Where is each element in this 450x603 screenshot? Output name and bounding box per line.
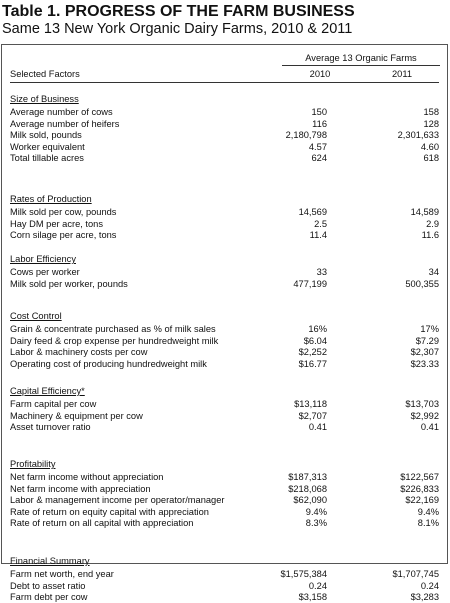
header-rule xyxy=(10,82,439,83)
value-2010: 116 xyxy=(312,118,327,129)
value-2011: $226,833 xyxy=(400,483,439,494)
value-2011: 14,589 xyxy=(410,207,439,217)
value-2011: $23.33 xyxy=(410,358,439,369)
table-row xyxy=(2,506,447,518)
section-heading: Rates of Production xyxy=(10,194,92,204)
value-2011: 11.6 xyxy=(421,230,439,241)
value-2010: $1,575,384 xyxy=(280,569,327,579)
value-2010: $2,707 xyxy=(298,410,327,421)
row-label: Debt to asset ratio xyxy=(10,580,86,591)
value-2011: 0.24 xyxy=(420,580,439,591)
table-row xyxy=(2,218,447,230)
column-header-2010: 2010 xyxy=(309,69,331,79)
table-row xyxy=(2,106,447,118)
table-row xyxy=(2,591,447,603)
section-heading: Labor Efficiency xyxy=(10,254,76,264)
value-2011: $22,169 xyxy=(405,495,439,506)
data-table xyxy=(1,44,448,603)
section-heading: Financial Summary xyxy=(10,556,90,566)
row-label: Grain & concentrate purchased as % of milk sales xyxy=(10,324,216,334)
value-2011: 2,301,633 xyxy=(397,130,439,141)
row-label: Milk sold per worker, pounds xyxy=(10,278,128,289)
value-2010: $62,090 xyxy=(293,495,327,506)
value-2010: $218,068 xyxy=(288,483,327,494)
row-label: Average number of cows xyxy=(10,107,113,117)
value-2011: $2,307 xyxy=(410,347,439,358)
row-label: Farm capital per cow xyxy=(10,399,97,409)
value-2011: 9.4% xyxy=(417,506,439,517)
value-2010: $3,158 xyxy=(298,592,327,603)
value-2010: $187,313 xyxy=(288,472,327,482)
value-2010: $13,118 xyxy=(294,399,327,409)
table-row xyxy=(2,229,447,241)
table-row xyxy=(2,278,447,290)
table-row xyxy=(2,141,447,153)
value-2011: 0.41 xyxy=(420,422,439,433)
value-2010: 16% xyxy=(308,324,327,334)
value-2010: 11.4 xyxy=(309,230,327,241)
column-header-2011: 2011 xyxy=(392,69,412,79)
section-heading: Profitability xyxy=(10,459,56,469)
value-2010: 9.4% xyxy=(305,506,327,517)
row-label: Asset turnover ratio xyxy=(10,422,91,433)
row-label: Average number of heifers xyxy=(10,118,120,129)
table-row xyxy=(2,568,447,580)
table-row xyxy=(2,483,447,495)
value-2010: $6.04 xyxy=(303,335,327,346)
table-row xyxy=(2,206,447,218)
row-label: Total tillable acres xyxy=(10,153,84,164)
value-2010: 8.3% xyxy=(305,518,327,529)
row-label: Hay DM per acre, tons xyxy=(10,218,104,229)
value-2011: 158 xyxy=(423,107,439,117)
row-label: Labor & management income per operator/manager xyxy=(10,495,225,506)
row-label: Net farm income with appreciation xyxy=(10,483,151,494)
value-2011: 4.60 xyxy=(420,141,439,152)
row-label: Labor & machinery costs per cow xyxy=(10,347,148,358)
value-2010: 2,180,798 xyxy=(285,130,327,141)
section-heading: Cost Control xyxy=(10,311,62,321)
row-label: Farm net worth, end year xyxy=(10,569,114,579)
table-row xyxy=(2,346,447,358)
value-2010: 33 xyxy=(316,267,327,277)
table-title: Table 1. PROGRESS OF THE FARM BUSINESS xyxy=(2,3,355,20)
value-2011: $1,707,745 xyxy=(392,569,439,579)
column-header-selected-factors: Selected Factors xyxy=(10,69,80,79)
table-row xyxy=(2,266,447,278)
table-row xyxy=(2,358,447,370)
group-header: Average 13 Organic Farms xyxy=(282,53,440,66)
value-2011: $3,283 xyxy=(410,592,439,603)
row-label: Rate of return on equity capital with appreciation xyxy=(10,506,209,517)
row-label: Operating cost of producing hundredweight milk xyxy=(10,358,207,369)
table-row xyxy=(2,335,447,347)
table-row xyxy=(2,410,447,422)
row-label: Worker equivalent xyxy=(10,141,85,152)
value-2011: $2,992 xyxy=(410,410,439,421)
value-2010: 624 xyxy=(311,153,327,164)
title-block xyxy=(2,2,355,38)
table-row xyxy=(2,494,447,506)
value-2011: 8.1% xyxy=(417,518,439,529)
row-label: Milk sold, pounds xyxy=(10,130,82,141)
section-heading: Size of Business xyxy=(10,94,79,104)
value-2011: 17% xyxy=(420,324,439,334)
value-2011: 618 xyxy=(423,153,439,164)
table-row xyxy=(2,580,447,592)
value-2011: $122,567 xyxy=(400,472,439,482)
value-2011: 34 xyxy=(428,267,439,277)
table-row xyxy=(2,517,447,529)
value-2010: 0.41 xyxy=(308,422,327,433)
table-row xyxy=(2,129,447,141)
table-row xyxy=(2,421,447,433)
value-2011: 500,355 xyxy=(405,278,439,289)
table-row xyxy=(2,398,447,410)
value-2011: $7.29 xyxy=(415,335,439,346)
column-header-row xyxy=(2,68,447,80)
value-2011: 128 xyxy=(423,118,439,129)
value-2010: 477,199 xyxy=(293,278,327,289)
row-label: Rate of return on all capital with appreciation xyxy=(10,518,194,529)
table-row xyxy=(2,118,447,130)
row-label: Machinery & equipment per cow xyxy=(10,410,143,421)
table-row xyxy=(2,323,447,335)
value-2010: $2,252 xyxy=(298,347,327,358)
table-row xyxy=(2,152,447,164)
table-subtitle: Same 13 New York Organic Dairy Farms, 2010 & 2011 xyxy=(2,21,353,37)
row-label: Farm debt per cow xyxy=(10,592,88,603)
row-label: Dairy feed & crop expense per hundredweight milk xyxy=(10,335,219,346)
value-2011: 2.9 xyxy=(426,218,439,229)
section-heading: Capital Efficiency* xyxy=(10,386,85,396)
value-2010: $16.77 xyxy=(298,358,327,369)
row-label: Corn silage per acre, tons xyxy=(10,230,117,241)
value-2011: $13,703 xyxy=(405,399,439,409)
value-2010: 2.5 xyxy=(314,218,327,229)
table-row xyxy=(2,471,447,483)
row-label: Cows per worker xyxy=(10,267,80,277)
value-2010: 14,569 xyxy=(298,207,327,217)
value-2010: 150 xyxy=(311,107,327,117)
row-label: Milk sold per cow, pounds xyxy=(10,207,117,217)
value-2010: 0.24 xyxy=(308,580,327,591)
row-label: Net farm income without appreciation xyxy=(10,472,164,482)
value-2010: 4.57 xyxy=(308,141,327,152)
